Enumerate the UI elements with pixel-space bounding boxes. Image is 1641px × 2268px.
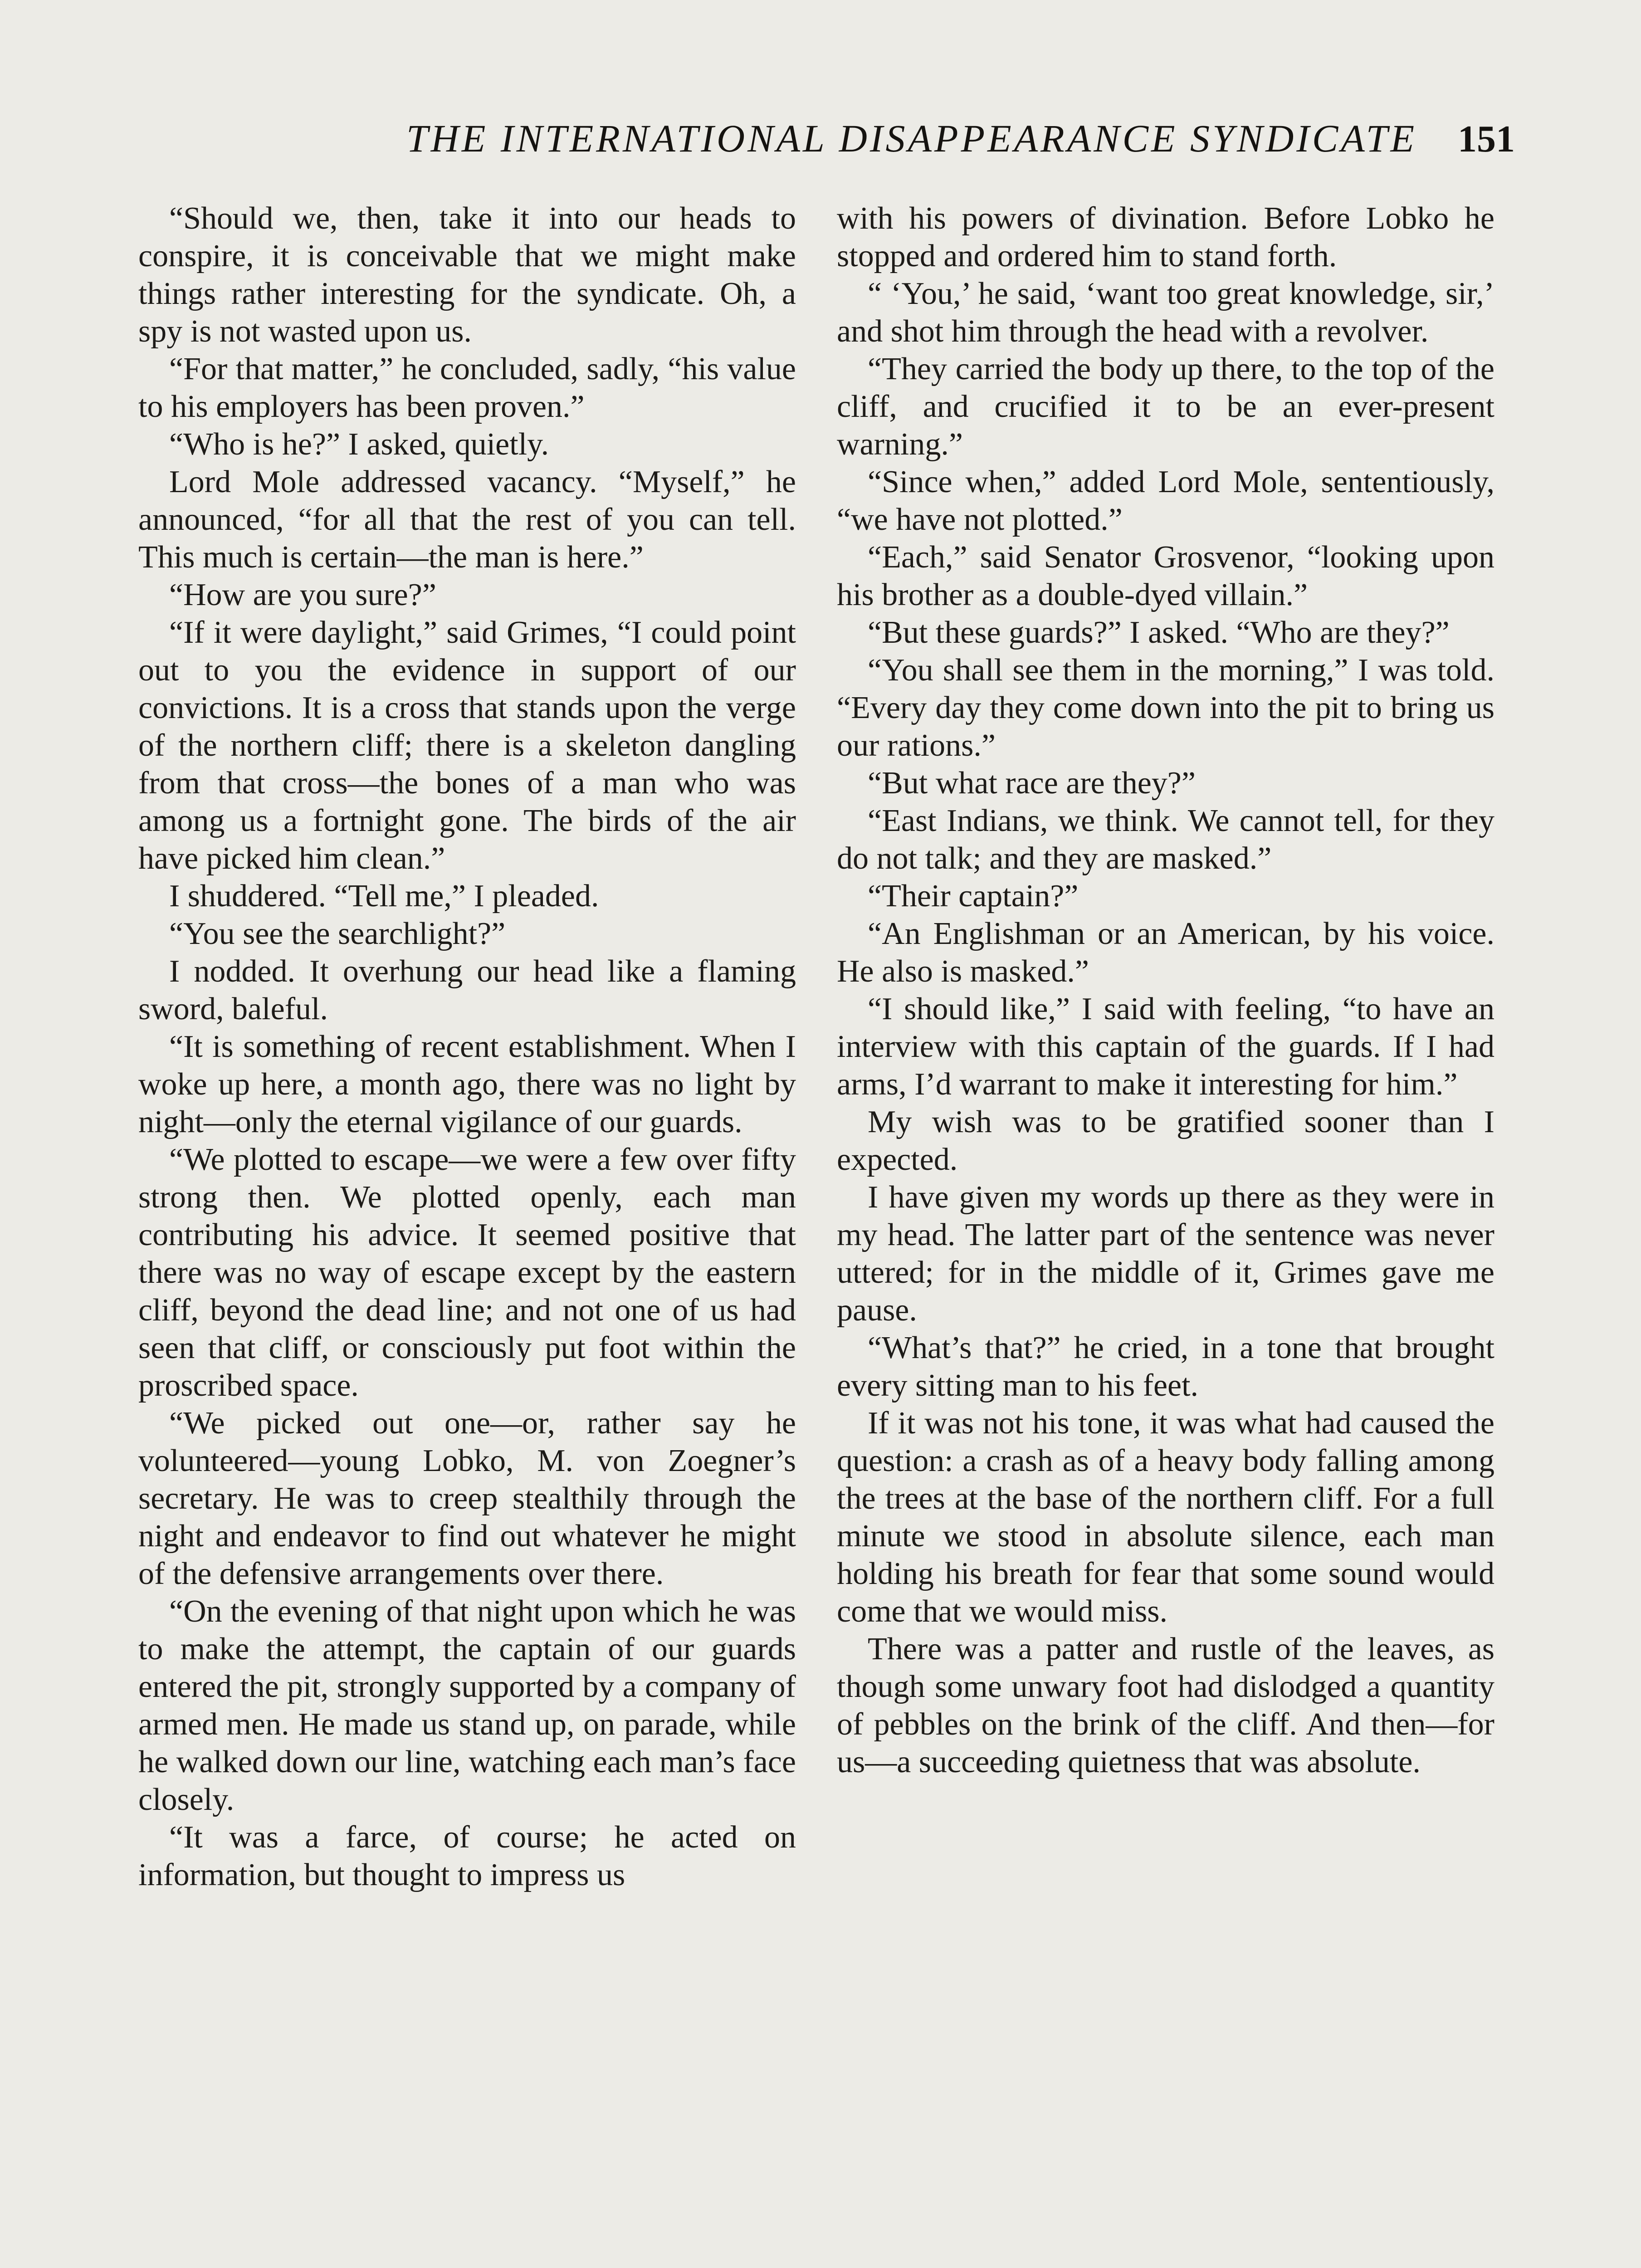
- paragraph: “They carried the body up there, to the top of the cliff, and crucified it to be an ever-present warning.”: [837, 352, 1494, 462]
- page-number: 151: [1458, 118, 1515, 160]
- paragraph: “On the evening of that night upon which he was to make the attempt, the captain of our guards entered the pit, strongly supported by a company of armed men. He made us stand up, on parade, while he walked down our line, watching each man’s face closely.: [138, 1594, 796, 1817]
- paragraph: “You see the searchlight?”: [169, 916, 506, 951]
- left-column: [138, 200, 796, 2268]
- paragraph: “Who is he?” I asked, quietly.: [169, 427, 549, 462]
- right-column: [837, 200, 1494, 2268]
- paragraph: “It is something of recent establishment. When I woke up here, a month ago, there was no light by night—only the eternal vigilance of our guards.: [138, 1029, 796, 1139]
- paragraph: “You shall see them in the morning,” I was told. “Every day they come down into the pit to bring us our rations.”: [837, 653, 1494, 763]
- paragraph-continued: with his powers of divination. Before Lobko he stopped and ordered him to stand forth.: [837, 201, 1494, 274]
- paragraph: “I should like,” I said with feeling, “to have an interview with this captain of the guards. If I had arms, I’d warrant to make it interesting for him.”: [837, 992, 1494, 1102]
- paragraph: “What’s that?” he cried, in a tone that brought every sitting man to his feet.: [837, 1330, 1494, 1403]
- paragraph: “Since when,” added Lord Mole, sententiously, “we have not plotted.”: [837, 464, 1494, 537]
- paragraph: I have given my words up there as they were in my head. The latter part of the sentence was never uttered; for in the middle of it, Grimes gave me pause.: [837, 1180, 1494, 1328]
- paragraph: “An Englishman or an American, by his voice. He also is masked.”: [837, 916, 1494, 989]
- paragraph: “We plotted to escape—we were a few over fifty strong then. We plotted openly, each man contributing his advice. It seemed positive that there was no way of escape except by the eastern cliff, beyond the dead line; and not one of us had seen that cliff, or consciously put foot within the proscribed space.: [138, 1142, 796, 1403]
- paragraph: “We picked out one—or, rather say he volunteered—young Lobko, M. von Zoegner’s secretary. He was to creep stealthily through the night and endeavor to find out whatever he might of the defensive arrangements over there.: [138, 1406, 796, 1591]
- paragraph: “Each,” said Senator Grosvenor, “looking upon his brother as a double-dyed villain.”: [837, 540, 1494, 612]
- paragraph: Lord Mole addressed vacancy. “Myself,” he announced, “for all that the rest of you can tell. This much is certain—the man is here.”: [138, 464, 796, 575]
- paragraph: “If it were daylight,” said Grimes, “I could point out to you the evidence in support of our convictions. It is a cross that stands upon the verge of the northern cliff; there is a skeleton dangling from that cross—the bones of a man who was among us a fortnight gone. The birds of the air have picked him clean.”: [138, 615, 796, 876]
- running-head: [136, 116, 1515, 170]
- paragraph: I nodded. It overhung our head like a flaming sword, baleful.: [138, 954, 796, 1026]
- paragraph: There was a patter and rustle of the leaves, as though some unwary foot had dislodged a quantity of pebbles on the brink of the cliff. And then—for us—a succeeding quietness that was absolute.: [837, 1632, 1494, 1779]
- paragraph: “ ‘You,’ he said, ‘want too great knowledge, sir,’ and shot him through the head with a revolver.: [837, 276, 1494, 349]
- paragraph: “But these guards?” I asked. “Who are they?”: [868, 615, 1450, 650]
- paragraph: My wish was to be gratified sooner than I expected.: [837, 1105, 1494, 1177]
- paragraph: “For that matter,” he concluded, sadly, “his value to his employers has been proven.”: [138, 352, 796, 424]
- running-title: THE INTERNATIONAL DISAPPEARANCE SYNDICATE: [406, 117, 1417, 160]
- paragraph: I shuddered. “Tell me,” I pleaded.: [169, 879, 599, 914]
- paragraph: “East Indians, we think. We cannot tell, for they do not talk; and they are masked.”: [837, 803, 1494, 876]
- paragraph: “How are you sure?”: [169, 577, 436, 612]
- paragraph: “But what race are they?”: [868, 766, 1196, 801]
- paragraph: “It was a farce, of course; he acted on information, but thought to impress us: [138, 1820, 796, 1892]
- paragraph: “Should we, then, take it into our heads to conspire, it is conceivable that we might make things rather interesting for the syndicate. Oh, a spy is not wasted upon us.: [138, 201, 796, 349]
- paragraph: “Their captain?”: [868, 879, 1079, 914]
- paragraph: If it was not his tone, it was what had caused the question: a crash as of a heavy body falling among the trees at the base of the northern cliff. For a full minute we stood in absolute silence, each man holding his breath for fear that some sound would come that we would miss.: [837, 1406, 1494, 1629]
